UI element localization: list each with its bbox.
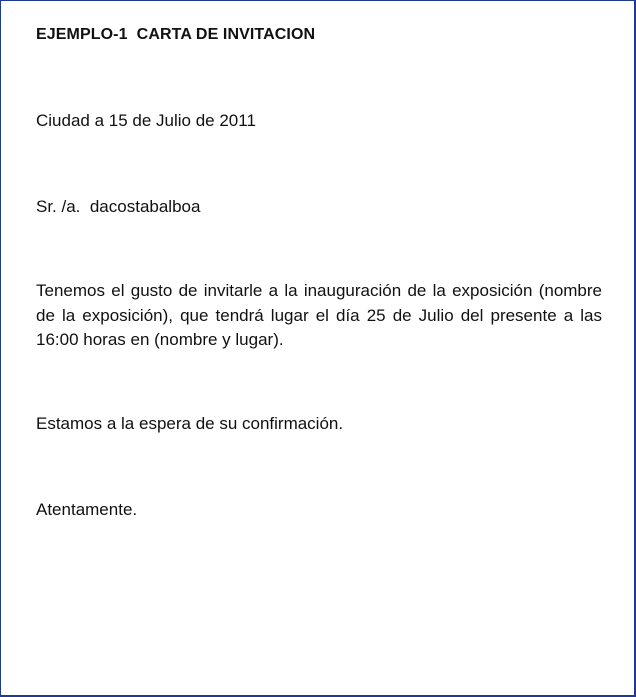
recipient-line: Sr. /a. dacostabalboa [36,197,201,216]
confirmation-request-line: Estamos a la espera de su confirmación. [36,414,344,433]
invitation-body-paragraph: Tenemos el gusto de invitarle a la inauguración de la exposición (nombre de la exposición), que tendrá lugar el día 25 de Julio del presente a las 16:00 horas en (nombre y lugar). [36,281,602,349]
closing-line: Atentamente. [36,500,138,519]
date-line: Ciudad a 15 de Julio de 2011 [36,111,256,130]
document-title: EJEMPLO-1 CARTA DE INVITACION [36,26,316,43]
